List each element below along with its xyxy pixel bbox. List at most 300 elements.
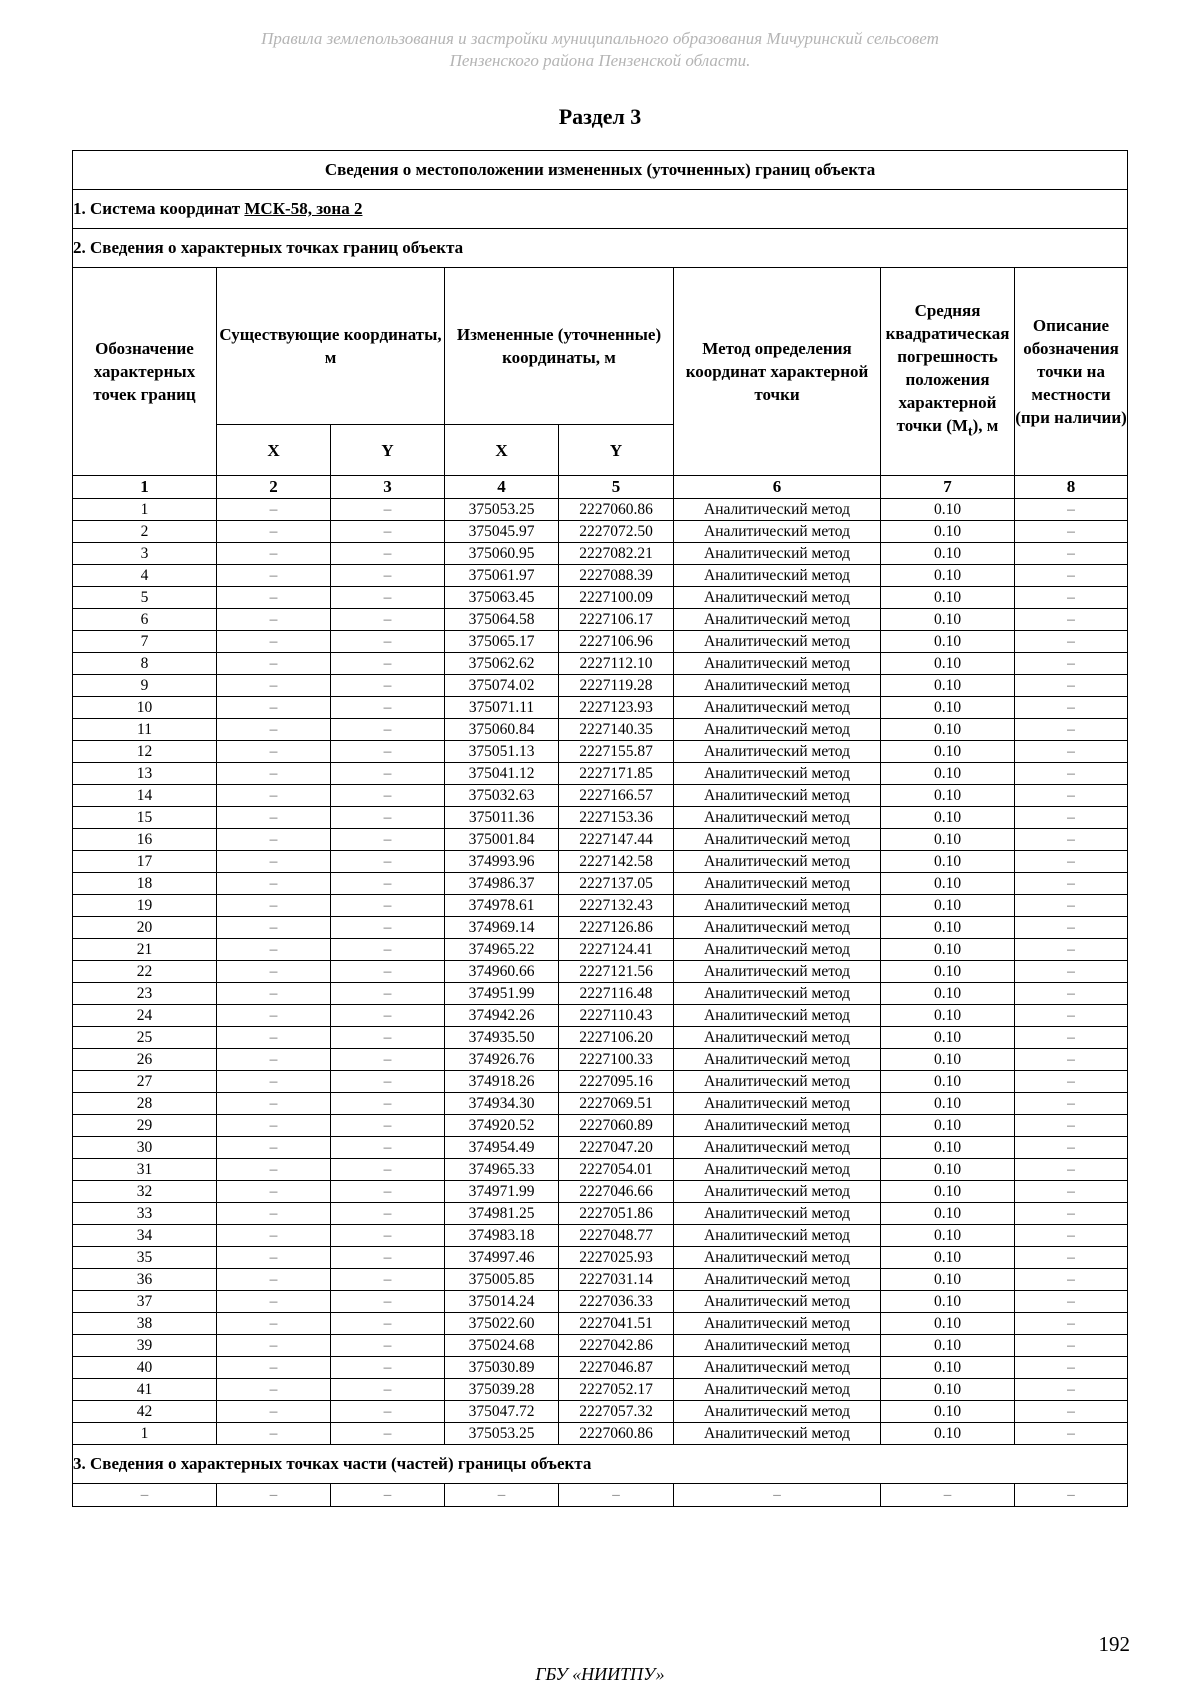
changed-y-cell: 2227041.51: [559, 1313, 674, 1335]
method-cell: Аналитический метод: [674, 917, 881, 939]
error-cell: 0.10: [881, 1313, 1015, 1335]
changed-y-cell: 2227147.44: [559, 829, 674, 851]
changed-x-cell: 374942.26: [445, 1005, 559, 1027]
running-header-line1: Правила землепользования и застройки муниципального образования Мичуринский сельсовет: [261, 29, 939, 48]
method-cell: Аналитический метод: [674, 1335, 881, 1357]
changed-y-cell: 2227116.48: [559, 983, 674, 1005]
table-row: [73, 1005, 1128, 1027]
description-cell: –: [1015, 1335, 1128, 1357]
existing-y-cell: –: [331, 1335, 445, 1357]
table-row: [73, 1027, 1128, 1049]
error-cell: 0.10: [881, 1335, 1015, 1357]
table-title: Сведения о местоположении измененных (уточненных) границ объекта: [73, 151, 1128, 190]
method-cell: Аналитический метод: [674, 1137, 881, 1159]
changed-x-cell: 374960.66: [445, 961, 559, 983]
existing-x-cell: –: [217, 653, 331, 675]
table-row: [73, 1335, 1128, 1357]
description-cell: –: [1015, 1115, 1128, 1137]
empty-cell: –: [73, 1484, 217, 1507]
changed-y-cell: 2227069.51: [559, 1093, 674, 1115]
existing-y-cell: –: [331, 917, 445, 939]
description-cell: –: [1015, 1269, 1128, 1291]
error-cell: 0.10: [881, 961, 1015, 983]
existing-y-cell: –: [331, 1269, 445, 1291]
existing-x-cell: –: [217, 763, 331, 785]
changed-y-cell: 2227140.35: [559, 719, 674, 741]
changed-x-cell: 374983.18: [445, 1225, 559, 1247]
changed-x-cell: 375061.97: [445, 565, 559, 587]
description-cell: –: [1015, 719, 1128, 741]
description-cell: –: [1015, 807, 1128, 829]
existing-x-cell: –: [217, 1313, 331, 1335]
existing-y-cell: –: [331, 1005, 445, 1027]
changed-y-cell: 2227025.93: [559, 1247, 674, 1269]
table-row: [73, 873, 1128, 895]
point-number-cell: 25: [73, 1027, 217, 1049]
existing-y-cell: –: [331, 1137, 445, 1159]
error-cell: 0.10: [881, 1357, 1015, 1379]
changed-x-cell: 375024.68: [445, 1335, 559, 1357]
existing-x-cell: –: [217, 609, 331, 631]
changed-x-cell: 375065.17: [445, 631, 559, 653]
method-cell: Аналитический метод: [674, 675, 881, 697]
col-header-designation: Обозначение характерных точек границ: [73, 268, 217, 476]
changed-y-cell: 2227060.86: [559, 499, 674, 521]
changed-x-cell: 375011.36: [445, 807, 559, 829]
changed-y-cell: 2227100.09: [559, 587, 674, 609]
existing-y-cell: –: [331, 675, 445, 697]
changed-x-cell: 374918.26: [445, 1071, 559, 1093]
existing-y-cell: –: [331, 609, 445, 631]
point-number-cell: 11: [73, 719, 217, 741]
empty-cell: –: [881, 1484, 1015, 1507]
existing-y-cell: –: [331, 543, 445, 565]
table-row: [73, 1137, 1128, 1159]
error-cell: 0.10: [881, 1379, 1015, 1401]
point-number-cell: 40: [73, 1357, 217, 1379]
point-number-cell: 12: [73, 741, 217, 763]
method-cell: Аналитический метод: [674, 1313, 881, 1335]
changed-x-cell: 374971.99: [445, 1181, 559, 1203]
method-cell: Аналитический метод: [674, 1027, 881, 1049]
point-number-cell: 21: [73, 939, 217, 961]
changed-x-cell: 374969.14: [445, 917, 559, 939]
existing-y-cell: –: [331, 653, 445, 675]
changed-y-cell: 2227106.20: [559, 1027, 674, 1049]
running-header-line2: Пензенского района Пензенской области.: [449, 51, 751, 70]
method-cell: Аналитический метод: [674, 763, 881, 785]
point-number-cell: 32: [73, 1181, 217, 1203]
method-cell: Аналитический метод: [674, 785, 881, 807]
changed-y-cell: 2227124.41: [559, 939, 674, 961]
changed-x-cell: 374951.99: [445, 983, 559, 1005]
table-row: [73, 653, 1128, 675]
column-number: 1: [73, 476, 217, 499]
changed-y-cell: 2227100.33: [559, 1049, 674, 1071]
existing-y-cell: –: [331, 1291, 445, 1313]
col-header-changed-y: Y: [559, 425, 674, 476]
point-number-cell: 4: [73, 565, 217, 587]
existing-y-cell: –: [331, 1247, 445, 1269]
changed-y-cell: 2227046.66: [559, 1181, 674, 1203]
points-section-heading: 2. Сведения о характерных точках границ объекта: [73, 229, 1128, 268]
table-row: [73, 1313, 1128, 1335]
error-cell: 0.10: [881, 983, 1015, 1005]
table-row: [73, 1203, 1128, 1225]
error-cell: 0.10: [881, 763, 1015, 785]
coordinate-system-value: МСК-58, зона 2: [244, 199, 363, 218]
table-row: [73, 785, 1128, 807]
changed-x-cell: 375064.58: [445, 609, 559, 631]
existing-x-cell: –: [217, 1225, 331, 1247]
changed-x-cell: 375060.84: [445, 719, 559, 741]
point-number-cell: 3: [73, 543, 217, 565]
error-cell: 0.10: [881, 1291, 1015, 1313]
method-cell: Аналитический метод: [674, 543, 881, 565]
description-cell: –: [1015, 1049, 1128, 1071]
method-cell: Аналитический метод: [674, 1225, 881, 1247]
point-number-cell: 30: [73, 1137, 217, 1159]
error-cell: 0.10: [881, 675, 1015, 697]
description-cell: –: [1015, 983, 1128, 1005]
existing-y-cell: –: [331, 1401, 445, 1423]
column-number: 2: [217, 476, 331, 499]
changed-y-cell: 2227057.32: [559, 1401, 674, 1423]
changed-y-cell: 2227155.87: [559, 741, 674, 763]
point-number-cell: 10: [73, 697, 217, 719]
changed-x-cell: 375060.95: [445, 543, 559, 565]
table-row: [73, 499, 1128, 521]
existing-y-cell: –: [331, 1357, 445, 1379]
description-cell: –: [1015, 1159, 1128, 1181]
existing-y-cell: –: [331, 1115, 445, 1137]
point-number-cell: 8: [73, 653, 217, 675]
point-number-cell: 1: [73, 1423, 217, 1445]
column-number: 6: [674, 476, 881, 499]
error-cell: 0.10: [881, 1093, 1015, 1115]
method-cell: Аналитический метод: [674, 829, 881, 851]
column-number: 4: [445, 476, 559, 499]
changed-x-cell: 375005.85: [445, 1269, 559, 1291]
description-cell: –: [1015, 1005, 1128, 1027]
table-row: [73, 983, 1128, 1005]
boundary-coordinates-table: [72, 150, 1128, 1507]
point-number-cell: 37: [73, 1291, 217, 1313]
point-number-cell: 19: [73, 895, 217, 917]
description-cell: –: [1015, 1291, 1128, 1313]
description-cell: –: [1015, 1203, 1128, 1225]
description-cell: –: [1015, 1181, 1128, 1203]
changed-y-cell: 2227072.50: [559, 521, 674, 543]
table-row: [73, 1269, 1128, 1291]
point-number-cell: 35: [73, 1247, 217, 1269]
changed-y-cell: 2227051.86: [559, 1203, 674, 1225]
changed-y-cell: 2227052.17: [559, 1379, 674, 1401]
method-cell: Аналитический метод: [674, 895, 881, 917]
existing-x-cell: –: [217, 807, 331, 829]
changed-y-cell: 2227060.86: [559, 1423, 674, 1445]
existing-y-cell: –: [331, 961, 445, 983]
point-number-cell: 41: [73, 1379, 217, 1401]
changed-y-cell: 2227142.58: [559, 851, 674, 873]
error-cell: 0.10: [881, 1181, 1015, 1203]
column-number: 7: [881, 476, 1015, 499]
description-cell: –: [1015, 631, 1128, 653]
existing-x-cell: –: [217, 983, 331, 1005]
existing-y-cell: –: [331, 741, 445, 763]
description-cell: –: [1015, 851, 1128, 873]
method-cell: Аналитический метод: [674, 499, 881, 521]
method-cell: Аналитический метод: [674, 1291, 881, 1313]
table-row: [73, 829, 1128, 851]
description-cell: –: [1015, 873, 1128, 895]
changed-x-cell: 374954.49: [445, 1137, 559, 1159]
existing-x-cell: –: [217, 1423, 331, 1445]
existing-x-cell: –: [217, 1203, 331, 1225]
point-number-cell: 42: [73, 1401, 217, 1423]
description-cell: –: [1015, 565, 1128, 587]
table-row: [73, 1401, 1128, 1423]
error-cell: 0.10: [881, 1401, 1015, 1423]
existing-x-cell: –: [217, 1335, 331, 1357]
table-row: [73, 1093, 1128, 1115]
changed-x-cell: 375014.24: [445, 1291, 559, 1313]
changed-y-cell: 2227060.89: [559, 1115, 674, 1137]
point-number-cell: 22: [73, 961, 217, 983]
changed-y-cell: 2227047.20: [559, 1137, 674, 1159]
description-cell: –: [1015, 587, 1128, 609]
existing-y-cell: –: [331, 521, 445, 543]
existing-y-cell: –: [331, 829, 445, 851]
point-number-cell: 24: [73, 1005, 217, 1027]
changed-x-cell: 375053.25: [445, 1423, 559, 1445]
changed-x-cell: 374934.30: [445, 1093, 559, 1115]
point-number-cell: 2: [73, 521, 217, 543]
table-row: [73, 697, 1128, 719]
changed-y-cell: 2227166.57: [559, 785, 674, 807]
existing-x-cell: –: [217, 1005, 331, 1027]
col-header-existing-y: Y: [331, 425, 445, 476]
point-number-cell: 20: [73, 917, 217, 939]
column-number: 5: [559, 476, 674, 499]
point-number-cell: 1: [73, 499, 217, 521]
existing-y-cell: –: [331, 1313, 445, 1335]
point-number-cell: 28: [73, 1093, 217, 1115]
existing-x-cell: –: [217, 1269, 331, 1291]
point-number-cell: 36: [73, 1269, 217, 1291]
existing-y-cell: –: [331, 1049, 445, 1071]
table-row: [73, 851, 1128, 873]
col-header-changed-x: X: [445, 425, 559, 476]
table-row: [73, 741, 1128, 763]
empty-cell: –: [331, 1484, 445, 1507]
method-cell: Аналитический метод: [674, 719, 881, 741]
changed-y-cell: 2227110.43: [559, 1005, 674, 1027]
existing-y-cell: –: [331, 1159, 445, 1181]
description-cell: –: [1015, 1093, 1128, 1115]
table-row: [73, 565, 1128, 587]
existing-x-cell: –: [217, 1137, 331, 1159]
table-row: [73, 807, 1128, 829]
table-row: [73, 939, 1128, 961]
existing-x-cell: –: [217, 939, 331, 961]
point-number-cell: 15: [73, 807, 217, 829]
description-cell: –: [1015, 1423, 1128, 1445]
point-number-cell: 13: [73, 763, 217, 785]
existing-x-cell: –: [217, 1049, 331, 1071]
method-cell: Аналитический метод: [674, 807, 881, 829]
point-number-cell: 34: [73, 1225, 217, 1247]
error-cell: 0.10: [881, 895, 1015, 917]
existing-x-cell: –: [217, 587, 331, 609]
existing-x-cell: –: [217, 917, 331, 939]
changed-y-cell: 2227042.86: [559, 1335, 674, 1357]
table-row: [73, 631, 1128, 653]
changed-x-cell: 374920.52: [445, 1115, 559, 1137]
existing-y-cell: –: [331, 873, 445, 895]
existing-y-cell: –: [331, 1093, 445, 1115]
col-header-error: Средняя квадратическая погрешность положения характерной точки $(M_t)$, м: [881, 268, 1015, 476]
error-cell: 0.10: [881, 939, 1015, 961]
existing-x-cell: –: [217, 873, 331, 895]
description-cell: –: [1015, 1401, 1128, 1423]
changed-x-cell: 375062.62: [445, 653, 559, 675]
error-cell: 0.10: [881, 1247, 1015, 1269]
changed-y-cell: 2227132.43: [559, 895, 674, 917]
description-cell: –: [1015, 763, 1128, 785]
description-cell: –: [1015, 653, 1128, 675]
description-cell: –: [1015, 1071, 1128, 1093]
error-cell: 0.10: [881, 1049, 1015, 1071]
changed-y-cell: 2227036.33: [559, 1291, 674, 1313]
table-row: [73, 961, 1128, 983]
description-cell: –: [1015, 675, 1128, 697]
existing-x-cell: –: [217, 1071, 331, 1093]
changed-y-cell: 2227031.14: [559, 1269, 674, 1291]
coordinate-system-row: [73, 190, 1128, 229]
error-cell: 0.10: [881, 521, 1015, 543]
existing-x-cell: –: [217, 565, 331, 587]
existing-x-cell: –: [217, 1291, 331, 1313]
error-cell: 0.10: [881, 609, 1015, 631]
changed-x-cell: 374981.25: [445, 1203, 559, 1225]
description-cell: –: [1015, 1137, 1128, 1159]
changed-x-cell: 374935.50: [445, 1027, 559, 1049]
method-cell: Аналитический метод: [674, 1093, 881, 1115]
running-header: [0, 28, 1200, 72]
method-cell: Аналитический метод: [674, 1181, 881, 1203]
error-cell: 0.10: [881, 1071, 1015, 1093]
col-header-changed-coords: Измененные (уточненные) координаты, м: [445, 268, 674, 425]
point-number-cell: 39: [73, 1335, 217, 1357]
error-cell: 0.10: [881, 741, 1015, 763]
table-row: [73, 1181, 1128, 1203]
existing-x-cell: –: [217, 829, 331, 851]
empty-cell: –: [1015, 1484, 1128, 1507]
point-number-cell: 33: [73, 1203, 217, 1225]
changed-y-cell: 2227048.77: [559, 1225, 674, 1247]
existing-y-cell: –: [331, 1423, 445, 1445]
description-cell: –: [1015, 917, 1128, 939]
error-cell: 0.10: [881, 1137, 1015, 1159]
empty-cell: –: [559, 1484, 674, 1507]
changed-y-cell: 2227153.36: [559, 807, 674, 829]
error-cell: 0.10: [881, 697, 1015, 719]
existing-y-cell: –: [331, 719, 445, 741]
error-cell: 0.10: [881, 587, 1015, 609]
changed-x-cell: 374965.22: [445, 939, 559, 961]
point-number-cell: 38: [73, 1313, 217, 1335]
existing-x-cell: –: [217, 895, 331, 917]
changed-y-cell: 2227126.86: [559, 917, 674, 939]
table-row: [73, 1379, 1128, 1401]
method-cell: Аналитический метод: [674, 1005, 881, 1027]
description-cell: –: [1015, 1247, 1128, 1269]
table-row: [73, 1159, 1128, 1181]
running-footer: ГБУ «НИИТПУ»: [535, 1664, 665, 1684]
existing-x-cell: –: [217, 851, 331, 873]
description-cell: –: [1015, 543, 1128, 565]
point-number-cell: 9: [73, 675, 217, 697]
existing-x-cell: –: [217, 543, 331, 565]
description-cell: –: [1015, 961, 1128, 983]
method-cell: Аналитический метод: [674, 1379, 881, 1401]
table-row: [73, 895, 1128, 917]
error-cell: 0.10: [881, 851, 1015, 873]
existing-x-cell: –: [217, 719, 331, 741]
col-header-description: Описание обозначения точки на местности (при наличии): [1015, 268, 1128, 476]
table-row: [73, 675, 1128, 697]
error-cell: 0.10: [881, 1027, 1015, 1049]
coordinate-system-label: 1. Система координат: [73, 199, 245, 218]
method-cell: Аналитический метод: [674, 851, 881, 873]
col-header-existing-x: X: [217, 425, 331, 476]
description-cell: –: [1015, 1027, 1128, 1049]
changed-x-cell: 374993.96: [445, 851, 559, 873]
error-cell: 0.10: [881, 1005, 1015, 1027]
existing-y-cell: –: [331, 1225, 445, 1247]
changed-x-cell: 375053.25: [445, 499, 559, 521]
existing-x-cell: –: [217, 741, 331, 763]
table-row: [73, 917, 1128, 939]
existing-x-cell: –: [217, 785, 331, 807]
changed-y-cell: 2227082.21: [559, 543, 674, 565]
method-cell: Аналитический метод: [674, 1247, 881, 1269]
error-cell: 0.10: [881, 653, 1015, 675]
table-row: [73, 1247, 1128, 1269]
changed-x-cell: 375039.28: [445, 1379, 559, 1401]
description-cell: –: [1015, 1357, 1128, 1379]
point-number-cell: 7: [73, 631, 217, 653]
error-cell: 0.10: [881, 499, 1015, 521]
changed-x-cell: 375071.11: [445, 697, 559, 719]
existing-y-cell: –: [331, 1071, 445, 1093]
col-header-method: Метод определения координат характерной точки: [674, 268, 881, 476]
table-row: [73, 587, 1128, 609]
method-cell: Аналитический метод: [674, 873, 881, 895]
changed-x-cell: 374965.33: [445, 1159, 559, 1181]
method-cell: Аналитический метод: [674, 1159, 881, 1181]
changed-x-cell: 375001.84: [445, 829, 559, 851]
changed-y-cell: 2227137.05: [559, 873, 674, 895]
changed-y-cell: 2227119.28: [559, 675, 674, 697]
description-cell: –: [1015, 741, 1128, 763]
error-cell: 0.10: [881, 1115, 1015, 1137]
method-cell: Аналитический метод: [674, 1049, 881, 1071]
point-number-cell: 23: [73, 983, 217, 1005]
changed-y-cell: 2227123.93: [559, 697, 674, 719]
changed-y-cell: 2227112.10: [559, 653, 674, 675]
